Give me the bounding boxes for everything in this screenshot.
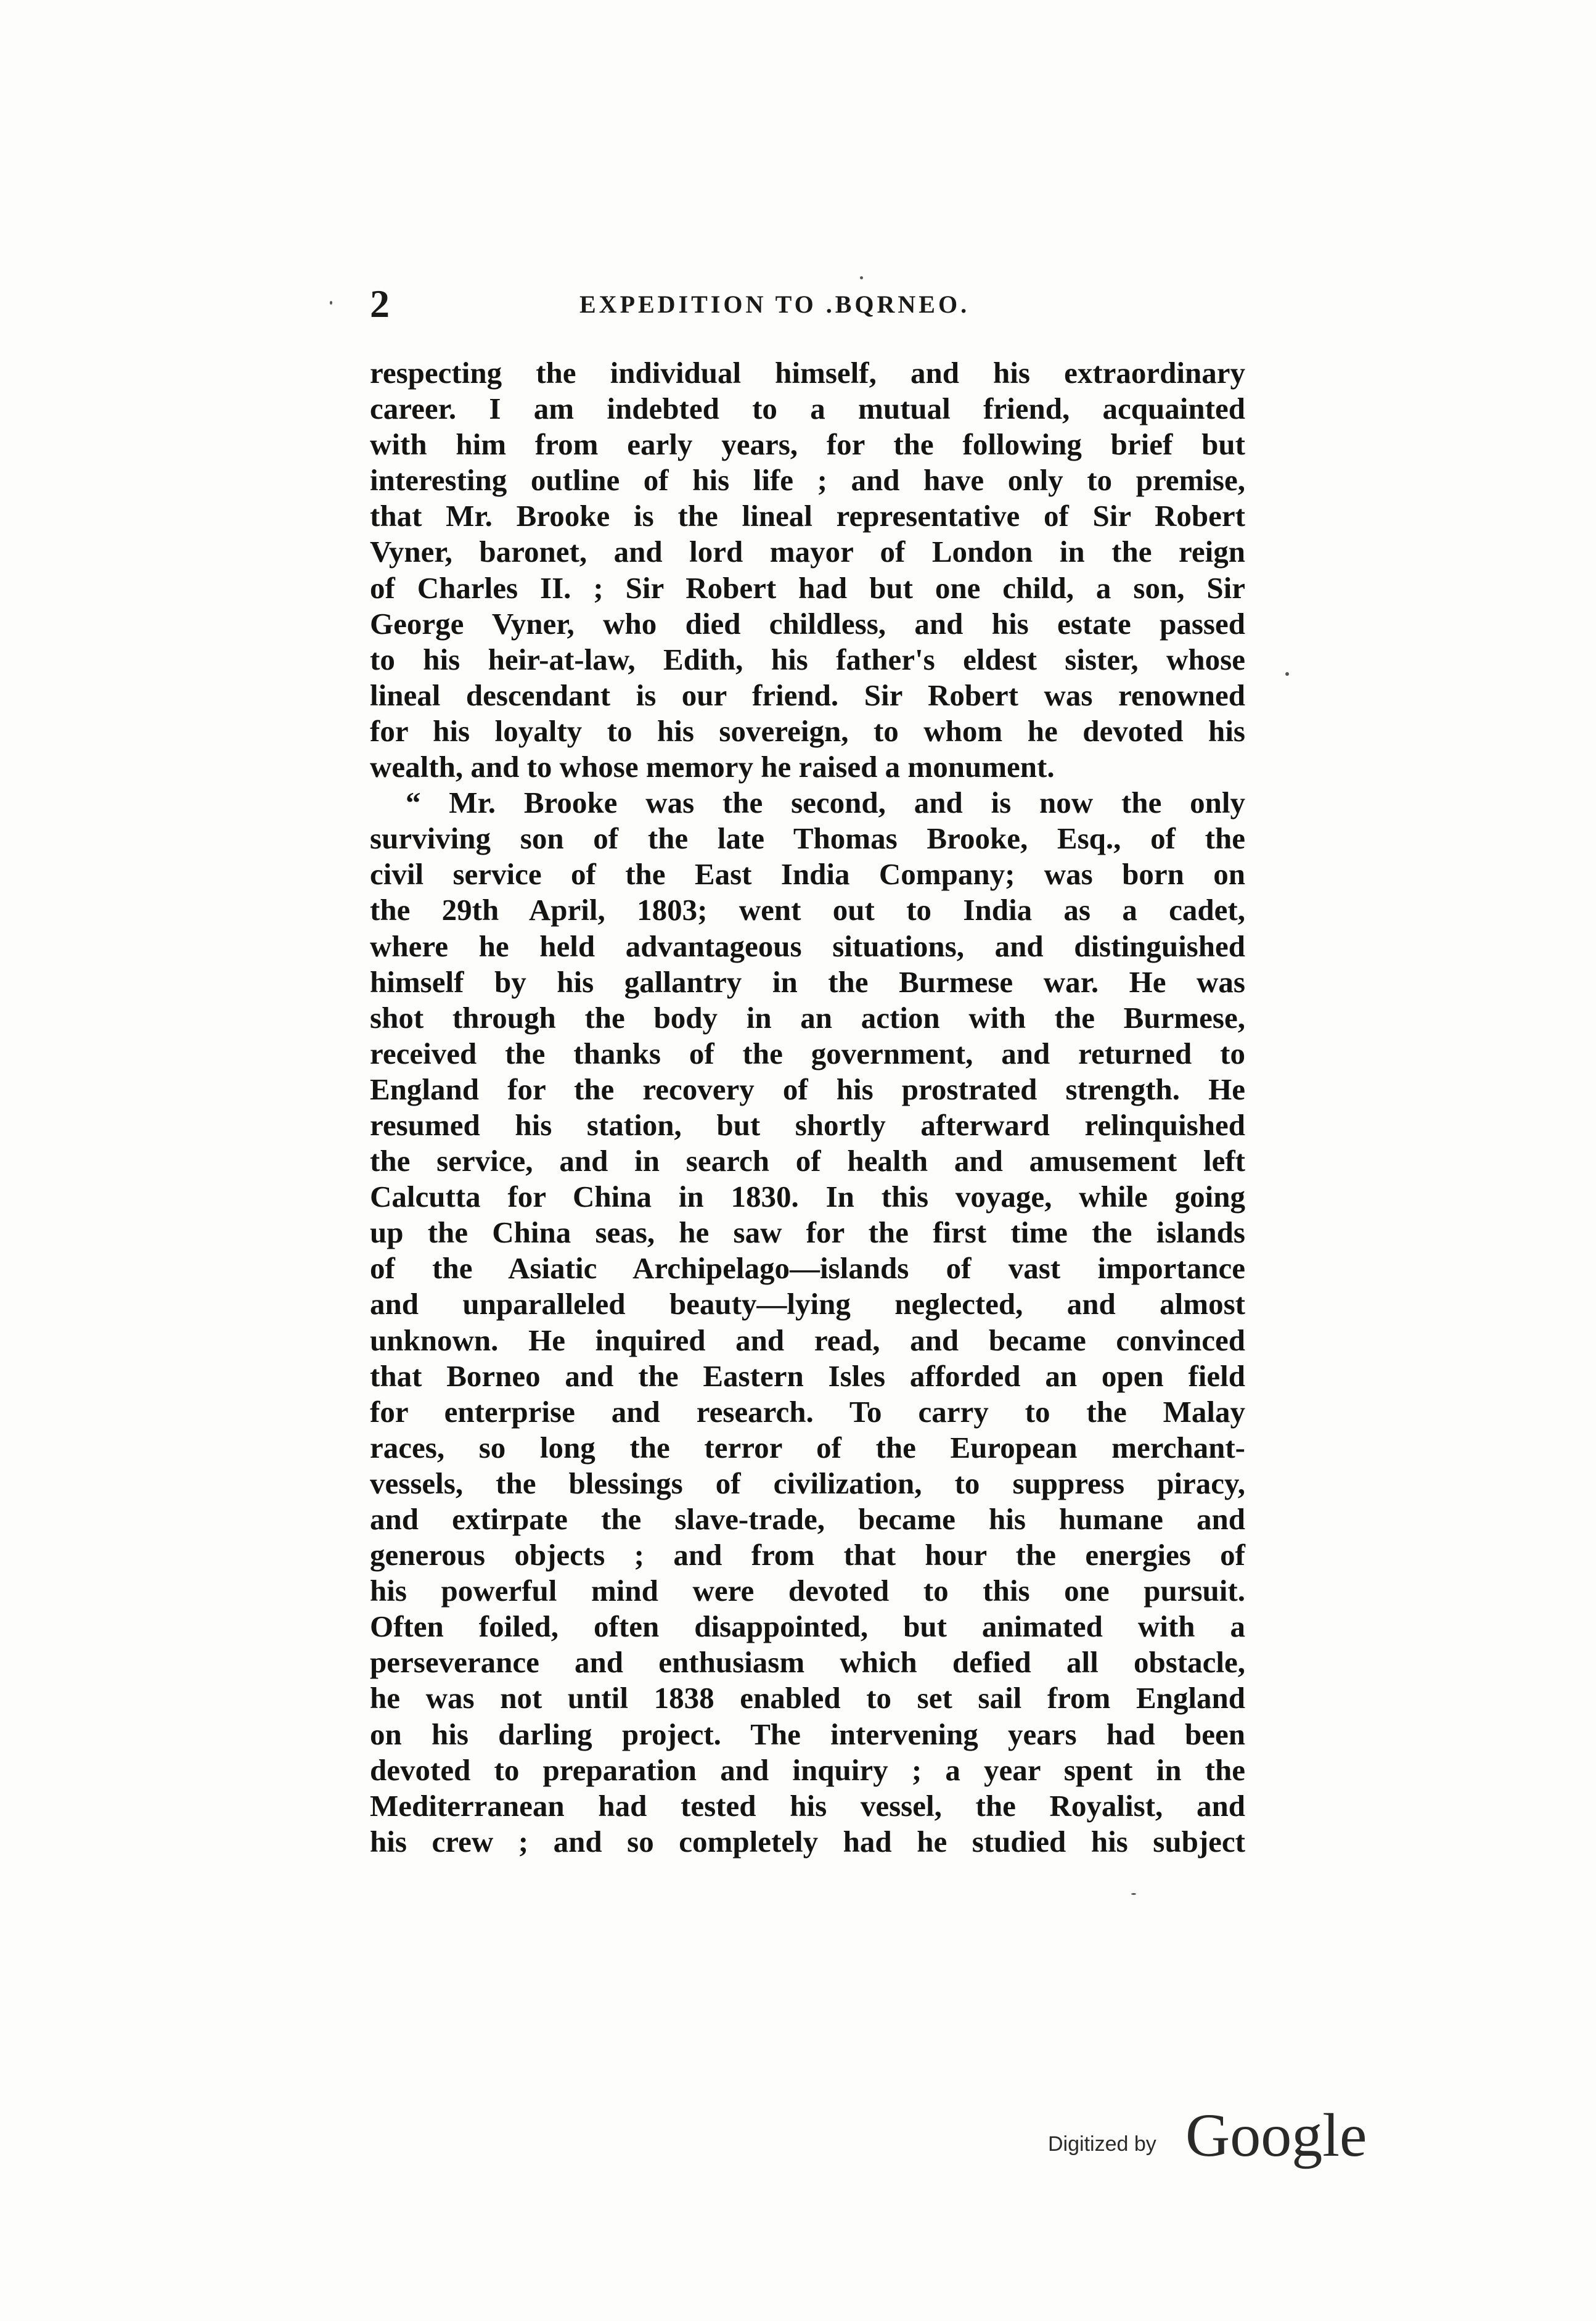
text-line: career. I am indebted to a mutual friend, acquainted: [370, 392, 1245, 426]
text-line: to his heir-at-law, Edith, his father's eldest sister, whose: [370, 642, 1245, 676]
text-line: of the Asiatic Archipelago—islands of vast importance: [370, 1251, 1245, 1286]
text-line: that Mr. Brooke is the lineal representative of Sir Robert: [370, 499, 1245, 533]
text-line: his crew ; and so completely had he studied his subject: [370, 1824, 1245, 1859]
scan-speck: [1131, 1893, 1136, 1895]
text-line: surviving son of the late Thomas Brooke, Esq., of the: [370, 821, 1245, 856]
text-line: where he held advantageous situations, and distinguished: [370, 929, 1245, 963]
text-line: on his darling project. The intervening years had been: [370, 1717, 1245, 1751]
digitized-by-label: Digitized by: [1048, 2132, 1156, 2156]
text-line: unknown. He inquired and read, and became convinced: [370, 1323, 1245, 1357]
text-line: races, so long the terror of the European merchant-: [370, 1430, 1245, 1464]
text-line: wealth, and to whose memory he raised a monument.: [370, 750, 1055, 784]
text-line: Calcutta for China in 1830. In this voyage, while going: [370, 1180, 1245, 1214]
digitized-watermark: [1048, 2098, 1393, 2184]
text-line: the 29th April, 1803; went out to India as a cadet,: [370, 893, 1245, 927]
text-line: his powerful mind were devoted to this one pursuit.: [370, 1574, 1245, 1608]
text-line: for enterprise and research. To carry to the Malay: [370, 1394, 1245, 1429]
text-line: up the China seas, he saw for the first time the islands: [370, 1215, 1245, 1250]
text-line: civil service of the East India Company; was born on: [370, 857, 1245, 892]
text-line: that Borneo and the Eastern Isles afforded an open field: [370, 1358, 1245, 1393]
text-line: the service, and in search of health and amusement left: [370, 1144, 1245, 1178]
text-line: interesting outline of his life ; and have only to premise,: [370, 463, 1245, 498]
scan-speck: [860, 276, 863, 279]
text-line: resumed his station, but shortly afterward relinquished: [370, 1107, 1245, 1142]
text-line: himself by his gallantry in the Burmese war. He was: [370, 964, 1245, 999]
text-line: and extirpate the slave-trade, became his humane and: [370, 1502, 1245, 1536]
text-line: devoted to preparation and inquiry ; a year spent in the: [370, 1752, 1245, 1787]
google-logo: Google: [1185, 2101, 1367, 2169]
text-line: “ Mr. Brooke was the second, and is now the only: [406, 786, 1245, 820]
page-number: 2: [370, 282, 390, 326]
text-line: Often foiled, often disappointed, but animated with a: [370, 1609, 1245, 1644]
text-line: received the thanks of the government, and returned to: [370, 1036, 1245, 1070]
text-line: with him from early years, for the following brief but: [370, 427, 1245, 462]
text-line: lineal descendant is our friend. Sir Robert was renowned: [370, 678, 1245, 712]
text-line: respecting the individual himself, and his extraordinary: [370, 356, 1245, 390]
text-line: Mediterranean had tested his vessel, the Royalist, and: [370, 1788, 1245, 1823]
text-line: and unparalleled beauty—lying neglected, and almost: [370, 1287, 1245, 1321]
text-line: of Charles II. ; Sir Robert had but one child, a son, Sir: [370, 570, 1245, 605]
text-line: Vyner, baronet, and lord mayor of London in the reign: [370, 535, 1245, 569]
running-title: EXPEDITION TO .BQRNEO.: [579, 290, 970, 318]
text-line: shot through the body in an action with the Burmese,: [370, 1000, 1245, 1035]
body-text: [370, 355, 1245, 1860]
scan-speck: [330, 301, 332, 305]
text-line: vessels, the blessings of civilization, to suppress piracy,: [370, 1466, 1245, 1500]
text-line: for his loyalty to his sovereign, to whom he devoted his: [370, 713, 1245, 748]
text-line: he was not until 1838 enabled to set sail from England: [370, 1681, 1245, 1715]
page-header: [370, 282, 1245, 326]
scan-speck: [1285, 672, 1289, 676]
text-line: England for the recovery of his prostrated strength. He: [370, 1072, 1245, 1106]
text-line: generous objects ; and from that hour the energies of: [370, 1538, 1245, 1572]
text-line: perseverance and enthusiasm which defied all obstacle,: [370, 1645, 1245, 1680]
text-line: George Vyner, who died childless, and his estate passed: [370, 606, 1245, 641]
